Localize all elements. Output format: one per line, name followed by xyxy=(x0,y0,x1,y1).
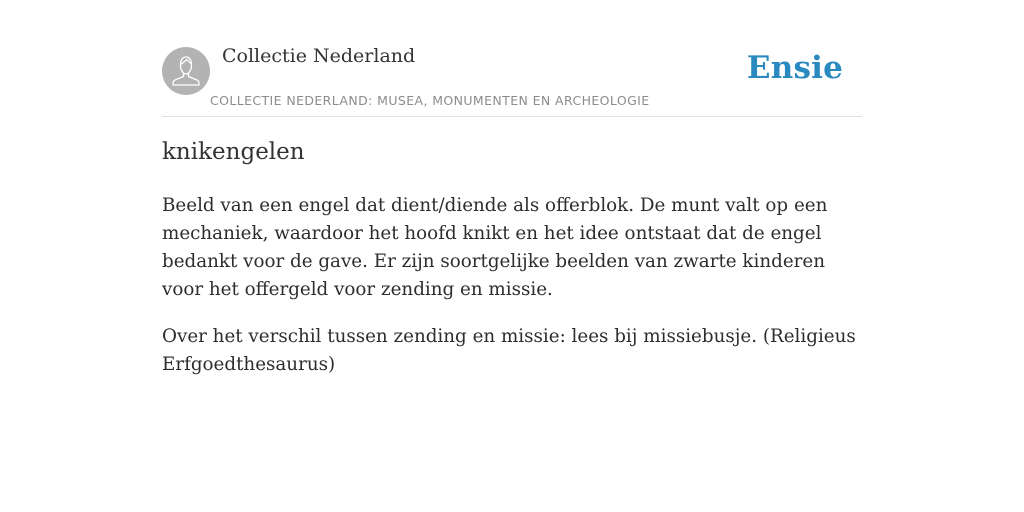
ensie-logo[interactable]: Ensie xyxy=(746,50,843,86)
entry-header xyxy=(162,0,862,117)
source-label[interactable]: COLLECTIE NEDERLAND: MUSEA, MONUMENTEN EN ARCHEOLOGIE xyxy=(210,93,650,108)
entry-body xyxy=(162,192,862,398)
user-silhouette-icon xyxy=(162,47,210,95)
author-name[interactable]: Collectie Nederland xyxy=(222,45,416,67)
entry-term: knikengelen xyxy=(162,139,305,165)
author-avatar[interactable] xyxy=(162,47,210,95)
entry-paragraph: Beeld van een engel dat dient/diende als offerblok. De munt valt op een mechaniek, waardoor het hoofd knikt en het idee ontstaat dat de engel bedankt voor de gave. Er zijn soortgelijke beelden van zwarte kinderen voor het offergeld voor zending en missie. xyxy=(162,195,828,300)
entry-card xyxy=(162,0,862,512)
entry-paragraph: Over het verschil tussen zending en missie: lees bij missiebusje. (Religieus Erfgoedthesaurus) xyxy=(162,326,856,375)
